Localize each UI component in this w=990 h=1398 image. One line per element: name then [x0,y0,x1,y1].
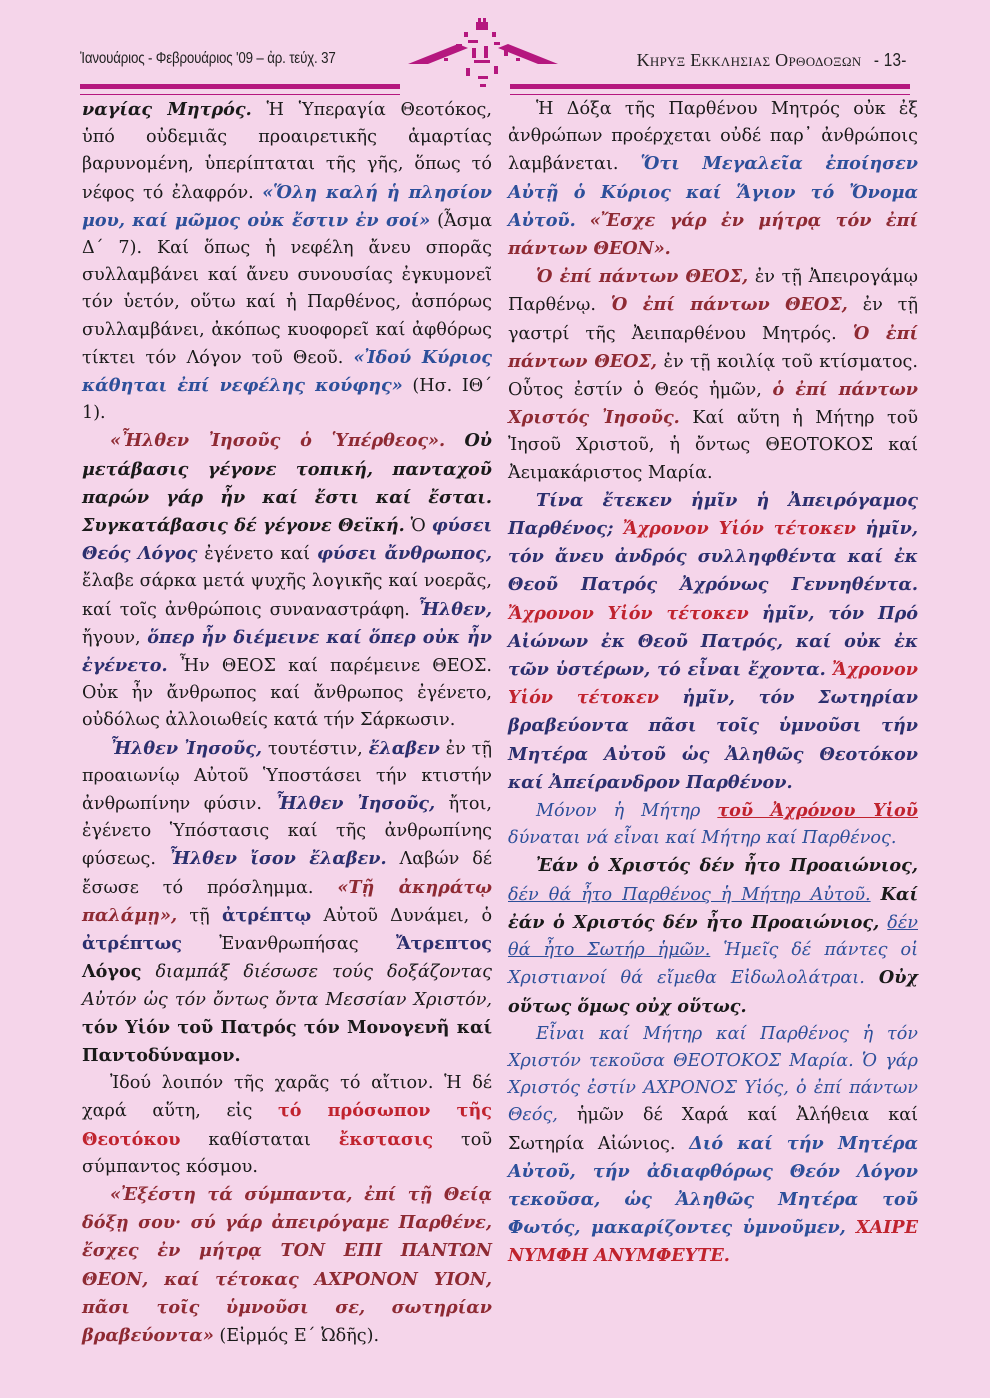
hymn-quote: «Ἦλθεν Ἰησοῦς ὁ Ὑπέρθεος». [110,430,446,452]
publication-name: Κηρυξ Εκκλησιας Ορθοδοξων [636,50,862,70]
issue-info: Ἰανουάριος - Φεβρουάριος '09 – ἀρ. τεύχ. 37 [80,50,336,67]
paragraph: Ἡ Δόξα τῆς Παρθένου Μητρός οὐκ ἐξ ἀνθρώπων προέρχεται οὐδέ παρ᾽ ἀνθρώποις λαμβάνεται. Ὅτι Μεγαλεῖα ἐποίησεν Αὐτῇ ὁ Κύριος καί Ἅγιον τό Ὄνομα Αὐτοῦ. «Ἔσχε γάρ ἐν μήτρᾳ τόν ἐπί πάντων ΘΕΟΝ». [508,99,919,260]
decorative-ornament-icon [408,14,558,94]
paragraph: Ἐάν ὁ Χριστός δέν ἦτο Προαιώνιος, δέν θά ἦτο Παρθένος ἡ Μήτηρ Αὐτοῦ. Καί ἐάν ὁ Χριστός δέν ἦτο Προαιώνιος, δέν θά ἦτο Σωτήρ ἡμῶν. Ἡμεῖς δέ πάντες οἱ Χριστιανοί θά εἴμεθα Εἰδωλολάτραι. Οὐχ οὕτως ὅμως οὐχ οὕτως. [508,855,918,1017]
header-rule-left-thin [80,94,400,95]
paragraph: Τίνα ἔτεκεν ἡμῖν ἡ Ἀπειρόγαμος Παρθένος; Ἄχρονον Υἱόν τέτοκεν ἡμῖν, τόν ἄνευ ἀνδρός συλληφθέντα καί ἐκ Θεοῦ Πατρός Ἀχρόνως Γεννηθέντα. Ἄχρονον Υἱόν τέτοκεν ἡμῖν, τόν Πρό Αἰώνων ἐκ Θεοῦ Πατρός, καί οὐκ ἐκ τῶν ὑστέρων, τό εἶναι ἔχοντα. Ἄχρονον Υἱόν τέτοκεν ἡμῖν, τόν Σωτηρίαν βραβεύοντα πᾶσι τοῖς ὑμνοῦσι τήν Μητέρα Αὐτοῦ ὡς Ἀληθῶς Θεοτόκον καί Ἀπείρανδρον Παρθένον. [508,489,919,793]
paragraph: «Ἐξέστη τά σύμπαντα, ἐπί τῇ Θείᾳ δόξῃ σου· σύ γάρ ἀπειρόγαμε Παρθένε, ἔσχες ἐν μήτρᾳ ΤΟΝ ΕΠΙ ΠΑΝΤΩΝ ΘΕΟΝ, καί τέτοκας ΑΧΡΟΝΟΝ ΥΙΟΝ, πᾶσι τοῖς ὑμνοῦσι σε, σωτηρίαν βραβεύοντα» (Εἰρμός Ε΄ Ὠδῆς). [82,1183,492,1346]
right-column [508,96,918,1271]
paragraph: Ἦλθεν Ἰησοῦς, τουτέστιν, ἔλαβεν ἐν τῇ προαιωνίῳ Αὐτοῦ Ὑποστάσει τήν κτιστήν ἀνθρωπίνην φύσιν. Ἦλθεν Ἰησοῦς, ἤτοι, ἐγένετο Ὑπόστασις καί τῆς ἀνθρωπίνης φύσεως. Ἦλθεν ἴσον ἔλαβεν. Λαβών δέ ἔσωσε τό πρόσλημμα. «Τῇ ἀκηράτῳ παλάμῃ», τῇ ἀτρέπτῳ Αὐτοῦ Δυνάμει, ὁ ἀτρέπτως Ἐνανθρωπήσας Ἄτρεπτος Λόγος διαμπάξ διέσωσε τούς δοξάζοντας Αὐτόν ὡς τόν ὄντως ὄντα Μεσσίαν Χριστόν, τόν Υἱόν τοῦ Πατρός τόν Μονογενῆ καί Παντοδύναμον. [82,737,493,1066]
scripture-quote: «Ἰδού Κύριος κάθηται ἐπί νεφέλης κούφης» [82,346,493,397]
paragraph: Ὁ ἐπί πάντων ΘΕΟΣ, ἐν τῇ Ἀπειρογάμῳ Παρθένῳ. Ὁ ἐπί πάντων ΘΕΟΣ, ἐν τῇ γαστρί τῆς Ἀειπαρθένου Μητρός. Ὁ ἐπί πάντων ΘΕΟΣ, ἐν τῇ κοιλίᾳ τοῦ κτίσματος. Οὗτος ἐστίν ὁ Θεός ἡμῶν, ὁ ἐπί πάντων Χριστός Ἰησοῦς. Καί αὕτη ἡ Μήτηρ τοῦ Ἰησοῦ Χριστοῦ, ἡ ὄντως ΘΕΟΤΟΚΟΣ καί Ἀειμακάριστος Μαρία. [508,266,919,483]
paragraph: Μόνον ἡ Μήτηρ τοῦ Ἀχρόνου Υἱοῦ δύναται νά εἶναι καί Μήτηρ καί Παρθένος. [508,800,919,849]
header-rule-right [510,84,910,89]
paragraph: Ἰδού λοιπόν τῆς χαρᾶς τό αἴτιον. Ἡ δέ χαρά αὕτη, εἰς τό πρόσωπον τῆς Θεοτόκου καθίσταται ἔκστασις τοῦ σύμπαντος κόσμου. [82,1073,493,1177]
paragraph: ναγίας Μητρός. Ἡ Ὑπεραγία Θεοτόκος, ὑπό οὐδεμιᾶς προαιρετικῆς ἁμαρτίας βαρυνομένη, ὑπερίπταται τῆς γῆς, ὅπως τό νέφος τό ἐλαφρόν. «Ὅλη καλή ἡ πλησίον μου, καί μῶμος οὐκ ἔστιν ἐν σοί» (Ἆσμα Δ΄ 7). Καί ὅπως ἡ νεφέλη ἄνευ σπορᾶς συλλαμβάνει καί ἄνευ συνουσίας ἐγκυμονεῖ τόν ὑετόν, οὕτω καί ἡ Παρθένος, ἀσπόρως συλλαμβάνει, ἀκόπως κυοφορεῖ καί ἀφθόρως τίκτει τόν Λόγον τοῦ Θεοῦ. «Ἰδού Κύριος κάθηται ἐπί νεφέλης κούφης» (Ησ. ΙΘ΄ 1). [82,99,493,424]
left-column [82,96,492,1350]
paragraph: «Ἦλθεν Ἰησοῦς ὁ Ὑπέρθεος». Οὐ μετάβασις γέγονε τοπική, πανταχοῦ παρών γάρ ἦν καί ἔστι καί ἔσται. Συγκατάβασις δέ γέγονε Θεϊκή. Ὁ φύσει Θεός Λόγος ἐγένετο καί φύσει ἄνθρωπος, ἔλαβε σάρκα μετά ψυχῆς λογικῆς καί νοερᾶς, καί τοῖς ἀνθρώποις συναναστράφη. Ἦλθεν, ἤγουν, ὅπερ ἦν διέμεινε καί ὅπερ οὐκ ἦν ἐγένετο. Ἦν ΘΕΟΣ καί παρέμεινε ΘΕΟΣ. Οὐκ ἦν ἄνθρωπος καί ἄνθρωπος ἐγένετο, οὐδόλως ἀλλοιωθείς κατά τήν Σάρκωσιν. [82,430,493,731]
page-header [80,44,910,94]
header-rule-right-thin [510,94,910,95]
header-rule-left [80,84,400,89]
hymn-quote: «Ἐξέστη τά σύμπαντα, ἐπί τῇ Θείᾳ δόξῃ σου· σύ γάρ ἀπειρόγαμε Παρθένε, ἔσχες ἐν μήτρᾳ ΤΟΝ ΕΠΙ ΠΑΝΤΩΝ ΘΕΟΝ, καί τέτοκας ΑΧΡΟΝΟΝ ΥΙΟΝ, πᾶσι τοῖς ὑμνοῦσι σε, σωτηρίαν βραβεύοντα» [82,1183,492,1346]
scripture-quote: «Ὅλη καλή ἡ πλησίον μου, καί μῶμος οὐκ ἔστιν ἐν σοί» [82,181,493,231]
paragraph: Εἶναι καί Μήτηρ καί Παρθένος ἡ τόν Χριστόν τεκοῦσα ΘΕΟΤΟΚΟΣ Μαρία. Ὁ γάρ Χριστός ἐστίν ΑΧΡΟΝΟΣ Υἱός, ὁ ἐπί πάντων Θεός, ἡμῶν δέ Χαρά καί Ἀλήθεια καί Σωτηρία Αἰώνιος. Διό καί τήν Μητέρα Αὐτοῦ, τήν ἀδιαφθόρως Θεόν Λόγον τεκοῦσα, ὡς Ἀληθῶς Μητέρα τοῦ Φωτός, μακαρίζοντες ὑμνοῦμεν, ΧΑΙΡΕ ΝΥΜΦΗ ΑΝΥΜΦΕΥΤΕ. [508,1023,919,1267]
publication-title [637,50,910,71]
page-number: - 13- [874,50,908,70]
